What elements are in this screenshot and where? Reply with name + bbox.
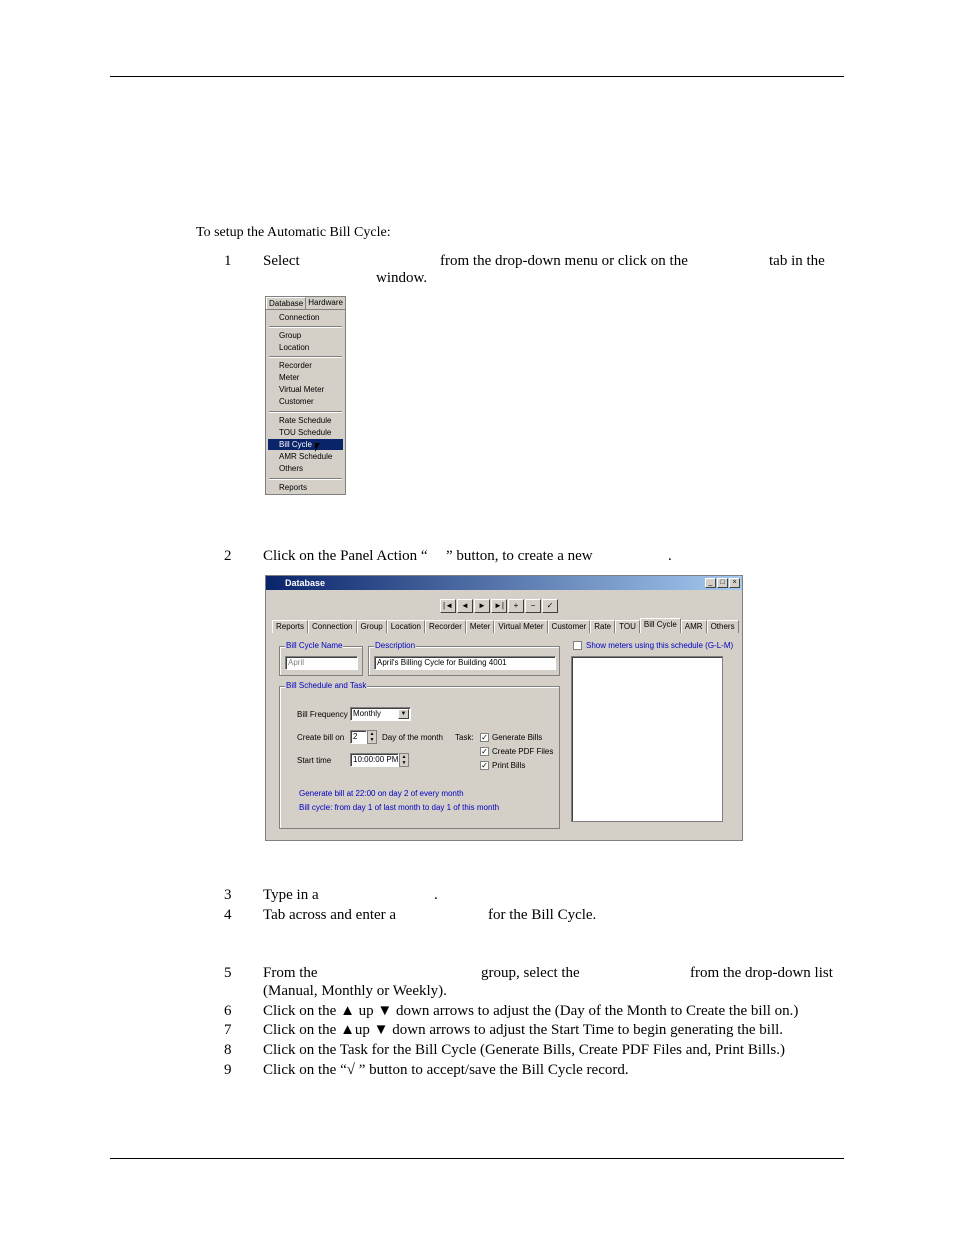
step-text: Tab across and enter a [263, 907, 397, 923]
chevron-down-icon[interactable]: ▼ [398, 709, 409, 719]
menu-item-others[interactable]: Others [279, 464, 304, 473]
menu-hardware[interactable]: Hardware [308, 298, 343, 307]
tab-bill-cycle[interactable]: Bill Cycle [640, 618, 681, 633]
step-text: From the [263, 965, 318, 981]
delete-record-button[interactable]: − [525, 599, 541, 613]
step-number: 9 [224, 1062, 232, 1078]
next-record-button[interactable]: ► [474, 599, 490, 613]
header-rule [110, 76, 844, 77]
minimize-icon[interactable]: _ [705, 578, 716, 588]
menu-item-reports[interactable]: Reports [279, 483, 308, 492]
menu-item-recorder[interactable]: Recorder [279, 361, 312, 370]
meters-list[interactable] [571, 656, 723, 822]
menu-item-group[interactable]: Group [279, 331, 302, 340]
tab-virtual-meter[interactable]: Virtual Meter [494, 620, 547, 633]
window-title: Database [266, 576, 742, 590]
step-text: Click on the “√ ” button to accept/save the Bill Cycle record. [263, 1062, 629, 1078]
create-bill-on-label: Create bill on [297, 733, 345, 742]
day-of-month-label: Day of the month [382, 733, 443, 742]
generate-bills-label: Generate Bills [492, 733, 543, 742]
menu-item-meter[interactable]: Meter [279, 373, 300, 382]
step-text: Click on the ▲up ▼ down arrows to adjust the Start Time to begin generating the bill. [263, 1022, 784, 1038]
menu-item-location[interactable]: Location [279, 343, 310, 352]
step-number: 7 [224, 1022, 232, 1038]
menu-item-tou-schedule[interactable]: TOU Schedule [279, 428, 332, 437]
menu-database[interactable]: Database [266, 297, 306, 309]
window-title-buttons [705, 578, 740, 588]
step-text: Click on the Task for the Bill Cycle (Generate Bills, Create PDF Files and, Print Bills.) [263, 1042, 785, 1058]
menu-item-connection[interactable]: Connection [279, 313, 320, 322]
database-menu-screenshot [265, 296, 346, 495]
save-record-button[interactable]: ✓ [542, 599, 558, 613]
show-meters-checkbox[interactable] [573, 641, 582, 650]
prev-record-button[interactable]: ◄ [457, 599, 473, 613]
tab-customer[interactable]: Customer [548, 620, 591, 633]
step-number: 2 [224, 548, 232, 564]
add-record-button[interactable]: + [508, 599, 524, 613]
schedule-summary: Generate bill at 22:00 on day 2 of every month [299, 789, 464, 798]
menu-item-virtual-meter[interactable]: Virtual Meter [279, 385, 325, 394]
create-pdf-label: Create PDF Files [492, 747, 554, 756]
menu-item-rate-schedule[interactable]: Rate Schedule [279, 416, 332, 425]
step-text: (Manual, Monthly or Weekly). [263, 983, 447, 999]
day-spinner[interactable]: ▲ ▼ [367, 730, 377, 744]
step-text: Type in a [263, 887, 319, 903]
show-meters-label: Show meters using this schedule (G-L-M) [586, 641, 734, 650]
bill-cycle-name-input[interactable]: April [285, 656, 358, 670]
intro-text: To setup the Automatic Bill Cycle: [196, 225, 391, 240]
menu-separator [269, 326, 342, 328]
tab-amr[interactable]: AMR [681, 620, 707, 633]
time-spinner[interactable]: ▲ ▼ [399, 753, 409, 767]
tab-connection[interactable]: Connection [308, 620, 356, 633]
print-bills-label: Print Bills [492, 761, 526, 770]
step-text: group, select the [481, 965, 580, 981]
menu-separator [269, 356, 342, 358]
step-text: for the Bill Cycle. [488, 907, 597, 923]
tab-location[interactable]: Location [387, 620, 425, 633]
tab-others[interactable]: Others [707, 620, 739, 633]
step-text: from the drop-down list [690, 965, 833, 981]
menu-item-bill-cycle[interactable]: Bill Cycle [268, 439, 343, 450]
bill-frequency-label: Bill Frequency [297, 710, 348, 719]
schedule-summary: Bill cycle: from day 1 of last month to day 1 of this month [299, 803, 500, 812]
mouse-cursor-icon [315, 443, 320, 452]
tab-reports[interactable]: Reports [272, 620, 308, 633]
database-window-screenshot [265, 575, 743, 841]
tab-strip [272, 620, 739, 633]
create-pdf-checkbox[interactable]: ✓ [481, 747, 488, 756]
bill-frequency-value: Monthly [353, 709, 382, 718]
bill-schedule-label: Bill Schedule and Task [286, 681, 367, 690]
bill-cycle-name-label: Bill Cycle Name [286, 641, 343, 650]
step-text: window. [376, 270, 428, 286]
bill-frequency-select[interactable] [350, 707, 411, 721]
task-label: Task: [455, 733, 474, 742]
tab-tou[interactable]: TOU [615, 620, 640, 633]
print-bills-checkbox[interactable]: ✓ [481, 761, 488, 770]
step-number: 8 [224, 1042, 232, 1058]
step-number: 6 [224, 1003, 232, 1019]
menu-separator [269, 478, 342, 480]
step-text: tab in the [769, 253, 825, 269]
description-input[interactable]: April's Billing Cycle for Building 4001 [374, 656, 556, 670]
start-time-label: Start time [297, 756, 332, 765]
step-number: 3 [224, 887, 232, 903]
step-number: 1 [224, 253, 232, 269]
step-number: 5 [224, 965, 232, 981]
tab-group[interactable]: Group [357, 620, 387, 633]
step-number: 4 [224, 907, 232, 923]
step-text: Click on the Panel Action “ [263, 548, 428, 564]
generate-bills-checkbox[interactable]: ✓ [481, 733, 488, 742]
menu-separator [269, 411, 342, 413]
close-icon[interactable]: × [729, 578, 740, 588]
footer-rule [110, 1158, 844, 1159]
step-text: Select [263, 253, 300, 269]
step-text: Click on the ▲ up ▼ down arrows to adjust the (Day of the Month to Create the bill on.) [263, 1003, 799, 1019]
step-text: . [434, 887, 438, 903]
create-bill-on-input[interactable]: 2 [350, 730, 367, 744]
tab-recorder[interactable]: Recorder [425, 620, 466, 633]
first-record-button[interactable]: |◄ [440, 599, 456, 613]
step-text: ” button, to create a new [446, 548, 593, 564]
step-text: . [668, 548, 672, 564]
tab-meter[interactable]: Meter [466, 620, 494, 633]
menu-item-amr-schedule[interactable]: AMR Schedule [279, 452, 333, 461]
panel-action-toolbar [440, 599, 558, 613]
start-time-input[interactable]: 10:00:00 PM [350, 753, 399, 767]
description-label: Description [375, 641, 416, 650]
last-record-button[interactable]: ►| [491, 599, 507, 613]
maximize-icon[interactable]: □ [717, 578, 728, 588]
step-text: from the drop-down menu or click on the [440, 253, 688, 269]
menu-item-customer[interactable]: Customer [279, 397, 314, 406]
tab-rate[interactable]: Rate [590, 620, 615, 633]
